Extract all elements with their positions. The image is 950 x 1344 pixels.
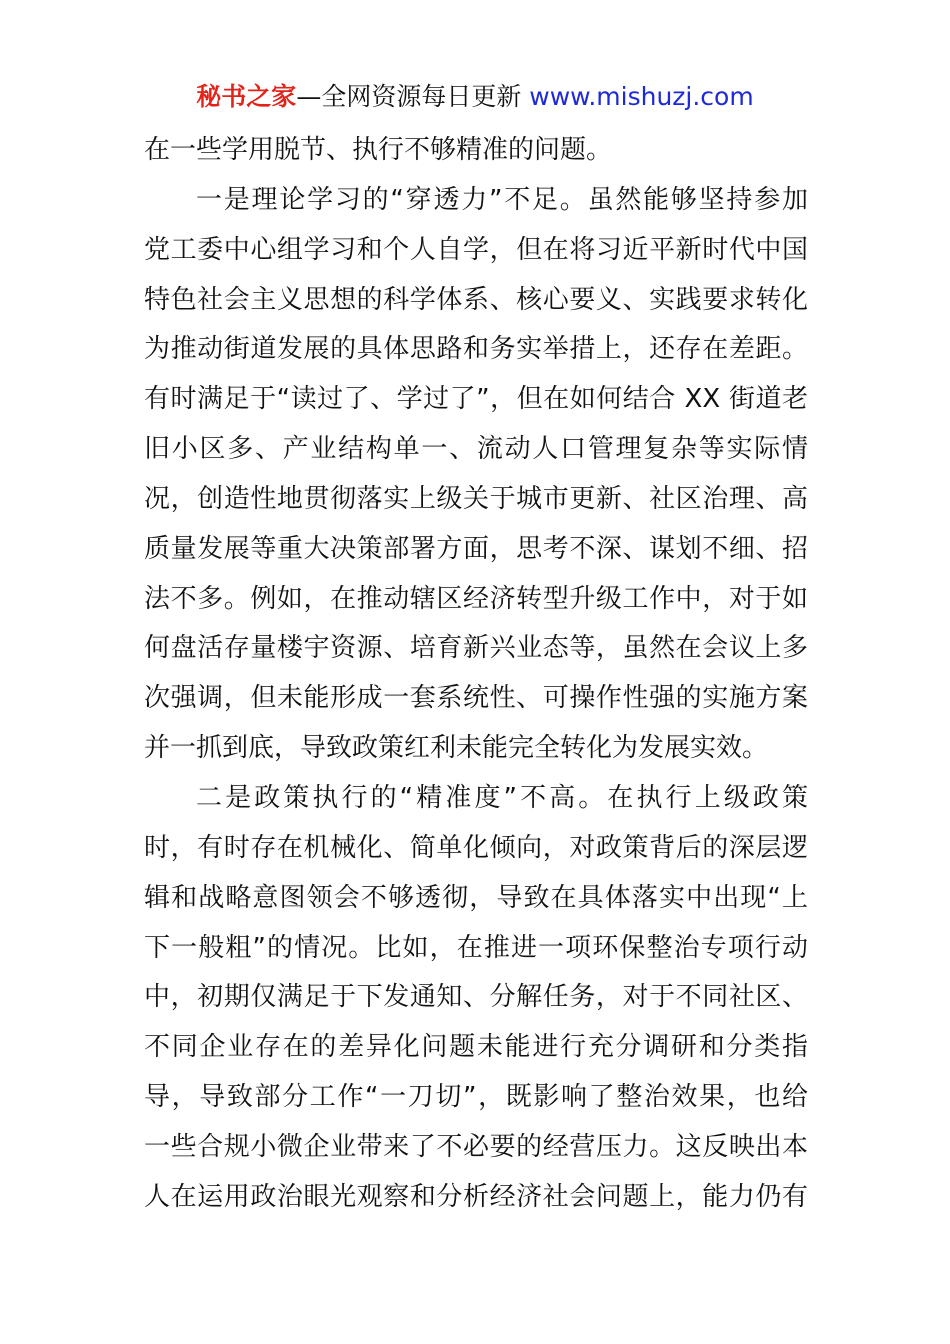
text-line: 特色社会主义思想的科学体系、核心要义、实践要求转化 bbox=[144, 284, 808, 315]
header-tagline: —全网资源每日更新 bbox=[296, 82, 522, 111]
text-line: 旧小区多、产业结构单一、流动人口管理复杂等实际情 bbox=[144, 434, 808, 465]
document-body bbox=[144, 126, 808, 1223]
paragraph-start-line: 一是理论学习的“穿透力”不足。虽然能够坚持参加 bbox=[196, 184, 808, 215]
text-line: 况，创造性地贯彻落实上级关于城市更新、社区治理、高 bbox=[144, 483, 808, 514]
text-line: 时，有时存在机械化、简单化倾向，对政策背后的深层逻 bbox=[144, 832, 808, 863]
text-line: 党工委中心组学习和个人自学，但在将习近平新时代中国 bbox=[144, 234, 808, 265]
text-line: 一些合规小微企业带来了不必要的经营压力。这反映出本 bbox=[144, 1131, 808, 1162]
text-line: 为推动街道发展的具体思路和务实举措上，还存在差距。 bbox=[144, 334, 808, 365]
text-line: 有时满足于“读过了、学过了”，但在如何结合 XX 街道老 bbox=[144, 384, 808, 415]
text-line: 在一些学用脱节、执行不够精准的问题。 bbox=[144, 135, 613, 165]
text-line: 导，导致部分工作“一刀切”，既影响了整治效果，也给 bbox=[144, 1082, 808, 1113]
text-line: 人在运用政治眼光观察和分析经济社会问题上，能力仍有 bbox=[144, 1181, 808, 1212]
brand-name: 秘书之家 bbox=[196, 82, 297, 111]
site-header bbox=[0, 80, 950, 114]
text-line: 次强调，但未能形成一套系统性、可操作性强的实施方案 bbox=[144, 683, 808, 714]
text-line: 不同企业存在的差异化问题未能进行充分调研和分类指 bbox=[144, 1032, 808, 1063]
text-line: 何盘活存量楼宇资源、培育新兴业态等，虽然在会议上多 bbox=[144, 633, 808, 664]
text-line: 辑和战略意图领会不够透彻，导致在具体落实中出现“上 bbox=[144, 882, 808, 913]
paragraph-start-line: 二是政策执行的“精准度”不高。在执行上级政策 bbox=[196, 782, 808, 813]
text-line: 中，初期仅满足于下发通知、分解任务，对于不同社区、 bbox=[144, 982, 808, 1013]
text-line: 法不多。例如，在推动辖区经济转型升级工作中，对于如 bbox=[144, 583, 808, 614]
text-line: 下一般粗”的情况。比如，在推进一项环保整治专项行动 bbox=[144, 932, 808, 963]
text-line: 质量发展等重大决策部署方面，思考不深、谋划不细、招 bbox=[144, 533, 808, 564]
text-line: 并一抓到底，导致政策红利未能完全转化为发展实效。 bbox=[144, 733, 769, 764]
site-url-link[interactable]: www.mishuzj.com bbox=[529, 82, 754, 111]
